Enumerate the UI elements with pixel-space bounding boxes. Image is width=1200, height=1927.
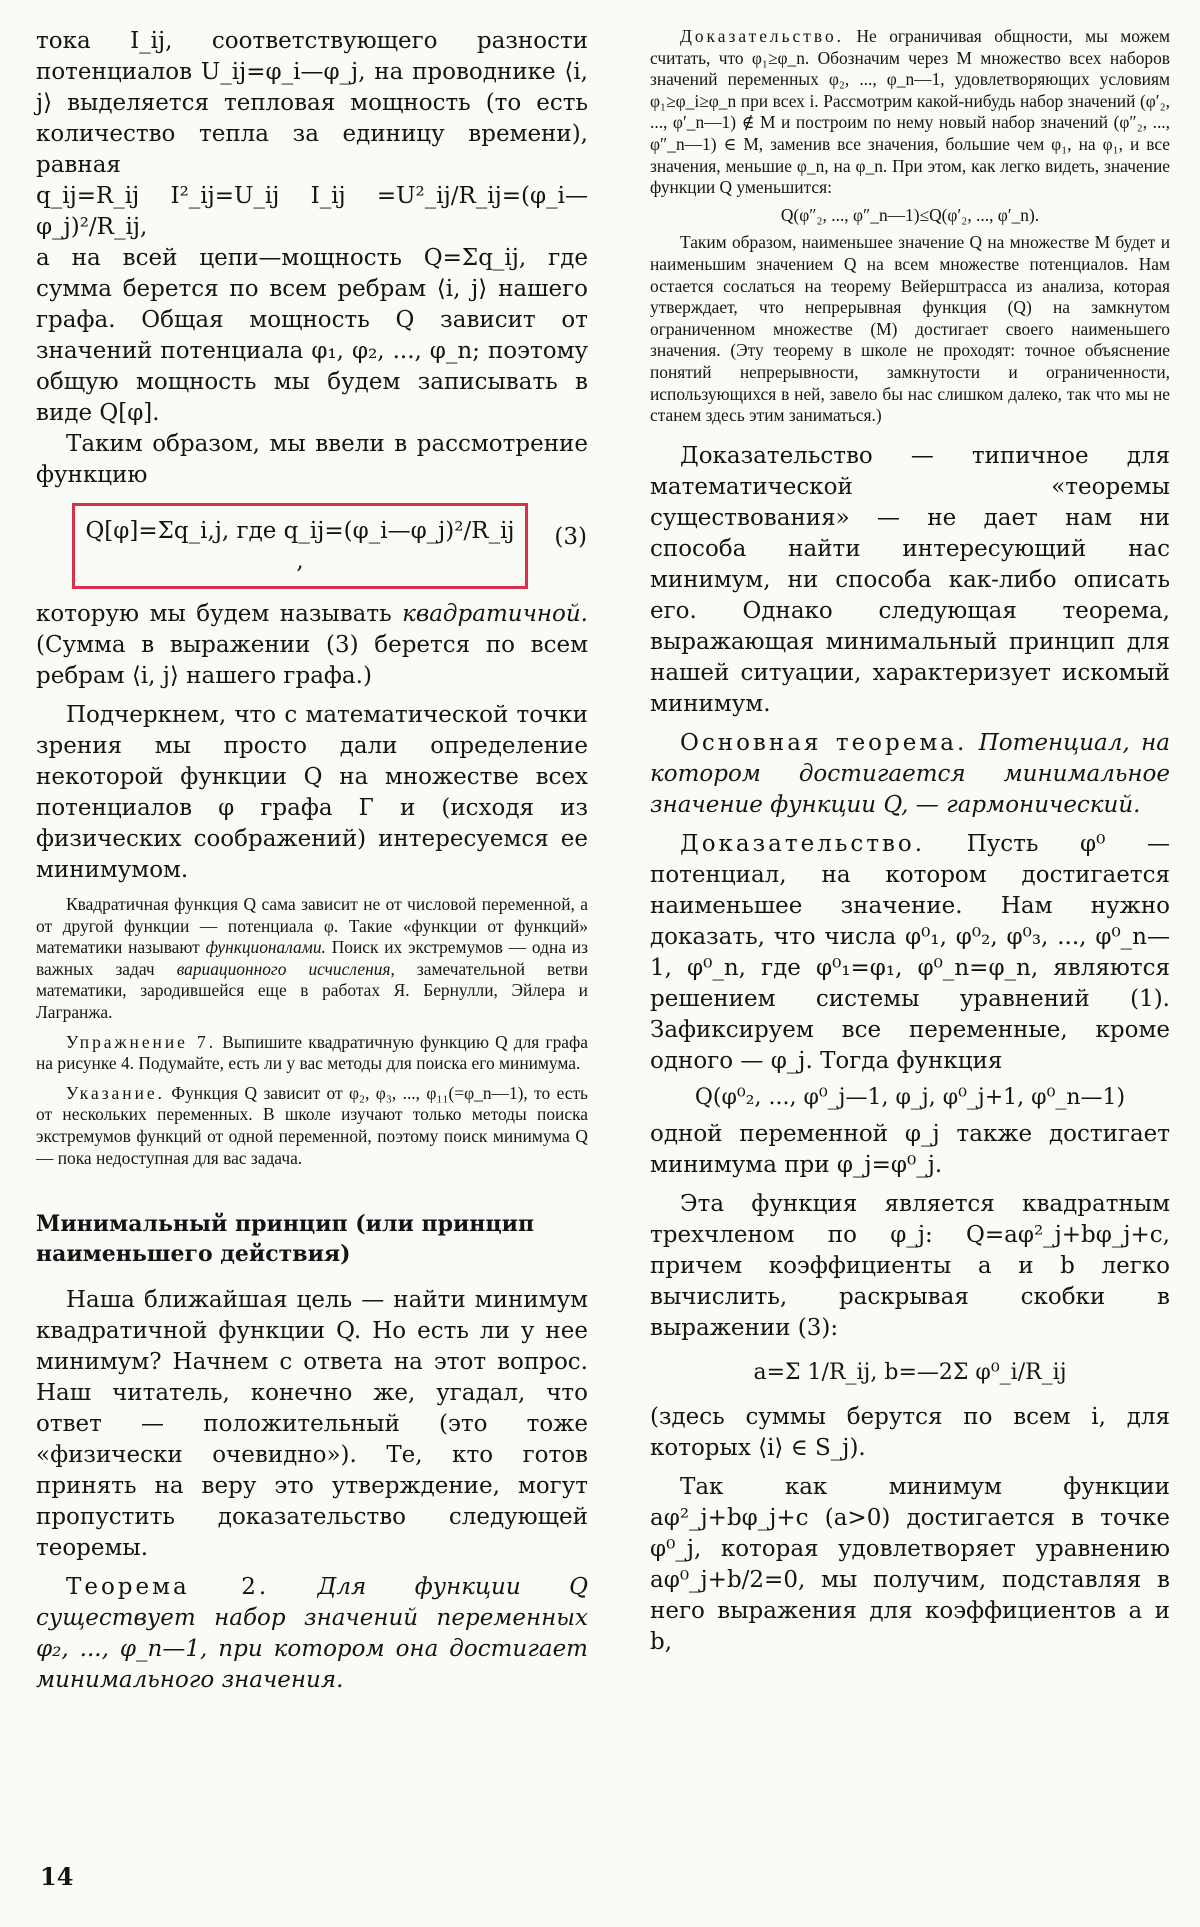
text: Функция Q зависит от φ₂, φ₃, ..., φ₁₁(=φ_n—1), то есть от нескольких переменных. В школе изучают только методы поиска экстремумов функций от одной переменной, поэтому поиск минимума Q — пока недоступная для вас задача. xyxy=(36,1082,588,1168)
proof-continuation: Таким образом, наименьшее значение Q на множестве M будет и наименьшим значением Q на всем множестве потенциалов. Нам остается сослаться на теорему Вейерштрасса из анализа, которая утверждает, что непрерывная функция (Q) на замкнутом ограниченном множестве (M) достигает своего наименьшего значения. (Эту теорему в школе не проходят: точное объяснение понятий непрерывности, замкнутости и ограниченности, использующихся в ней, завело бы нас слишком далеко, так что мы не станем здесь этим заниматься.) xyxy=(650,232,1170,426)
left-column xyxy=(36,26,588,1696)
theorem-label: Основная теорема. xyxy=(680,729,968,756)
theorem-statement: Потенциал, на котором достигается минимальное значение функции Q, — гармонический. xyxy=(650,729,1170,818)
text: Выпишите квадратичную функцию Q для графа на рисунке 4. Подумайте, есть ли у вас методы для поиска его минимума. xyxy=(36,1031,588,1074)
term-variational-calculus: вариационного исчисления, xyxy=(176,958,395,979)
term-quadratic: квадратичной. xyxy=(402,601,588,627)
text: Поиск их экстремумов — одна из важных задач xyxy=(36,937,588,979)
paragraph: Так как минимум функции aφ²_j+bφ_j+c (a>0) достигается в точке φ⁰_j, которая удовлетворяет уравнению aφ⁰_j+b/2=0, мы получим, подставляя в него выражения для коэффициентов a и b, xyxy=(650,1473,1170,1655)
equation-number: (3) xyxy=(554,524,587,550)
proof-theorem-2 xyxy=(650,26,1170,199)
paragraph: тока I_ij, соответствующего разности потенциалов U_ij=φ_i—φ_j, на проводнике ⟨i, j⟩ выделяется тепловая мощность (то есть количество тепла за единицу времени), равная xyxy=(36,28,588,178)
right-column xyxy=(650,26,1170,1658)
exercise-7 xyxy=(36,1032,588,1075)
paragraph: Наша ближайшая цель — найти минимум квадратичной функции Q. Но есть ли у нее минимум? Начнем с ответа на этот вопрос. Наш читатель, конечно же, угадал, что ответ — положительный (это тоже «физически очевидно»). Те, кто готов принять на веру это утверждение, могут пропустить доказательство следующей теоремы. xyxy=(36,1287,588,1562)
theorem-label: Теорема 2. xyxy=(66,1574,270,1601)
hint-label: Указание. xyxy=(66,1082,165,1103)
function-formula: Q(φ⁰₂, ..., φ⁰_j—1, φ_j, φ⁰_j+1, φ⁰_n—1) xyxy=(694,1084,1126,1110)
term-functionals: функционалами. xyxy=(205,937,326,958)
text: (Сумма в выражении (3) берется по всем ребрам ⟨i, j⟩ нашего графа.) xyxy=(36,632,588,689)
text: замечательной ветви математики, зародившейся еще в работах Я. Бернулли, Эйлера и Лагранжа. xyxy=(36,958,588,1022)
paragraph: одной переменной φ_j также достигает минимума при φ_j=φ⁰_j. xyxy=(650,1120,1170,1178)
paragraph: (здесь суммы берутся по всем i, для которых ⟨i⟩ ∈ S_j). xyxy=(650,1403,1170,1461)
quadratic-function-formula: Q[φ]=Σq_i,j, где q_ij=(φ_i—φ_j)²/R_ij , xyxy=(85,518,515,574)
theorem-statement: Для функции Q существует набор значений переменных φ₂, ..., φ_n—1, при котором она достигает минимального значения. xyxy=(36,1574,589,1694)
text: Не ограничивая общности, мы можем считать, что φ₁≥φ_n. Обозначим через M множество всех наборов значений переменных φ₂, ..., φ_n—1, удовлетворяющих условиям φ₁≥φ_i≥φ_n при всех i. Рассмотрим какой-нибудь набор значений (φ′₂, ..., φ′_n—1) ∉ M и построим по нему новый набор значений (φ″₂, ..., φ″_n—1) ∈ M, заменив все значения, большие чем φ₁, на φ₁, и все значения, меньшие φ_n, на φ_n. При этом, как легко видеть, значение функции Q уменьшится: xyxy=(650,26,1170,198)
text: которую мы будем называть xyxy=(36,601,403,627)
paragraph: а на всей цепи—мощность Q=Σq_ij, где сумма берется по всем ребрам ⟨i, j⟩ нашего графа. Общая мощность Q зависит от значений потенциала φ₁, φ₂, ..., φ_n; поэтому общую мощность мы будем записывать в виде Q[φ]. xyxy=(36,245,588,426)
paragraph: Таким образом, мы ввели в рассмотрение функцию xyxy=(36,431,588,488)
page-number: 14 xyxy=(40,1862,74,1891)
text: Квадратичная функция Q сама зависит не от числовой переменной, а от другой функции — потенциала φ. Такие «функции от функций» математики называют xyxy=(36,894,588,958)
coefficients-formula: a=Σ 1/R_ij, b=—2Σ φ⁰_i/R_ij xyxy=(753,1359,1067,1385)
hint xyxy=(36,1083,588,1169)
equation-power: q_ij=R_ij I²_ij=U_ij I_ij =U²_ij/R_ij=(φ_i—φ_j)²/R_ij, xyxy=(36,183,588,240)
note-functionals xyxy=(36,894,588,1024)
exercise-label: Упражнение 7. xyxy=(66,1031,217,1052)
section-heading: Минимальный принцип (или принцип наименьшего действия) xyxy=(36,1211,535,1268)
proof-label: Доказательство. xyxy=(680,830,926,857)
inequality-formula: Q(φ″₂, ..., φ″_n—1)≤Q(φ′₂, ..., φ′_n). xyxy=(780,204,1040,225)
boxed-formula xyxy=(72,503,587,589)
theorem-2 xyxy=(36,1572,588,1696)
paragraph: Эта функция является квадратным трехчленом по φ_j: Q=aφ²_j+bφ_j+c, причем коэффициенты a и b легко вычислить, раскрывая скобки в выражении (3): xyxy=(650,1190,1170,1341)
text: Пусть φ⁰ — потенциал, на котором достигается наименьшее значение. Нам нужно доказать, что числа φ⁰₁, φ⁰₂, φ⁰₃, ..., φ⁰_n—1, φ⁰_n, где φ⁰₁=φ₁, φ⁰_n=φ_n, являются решением системы уравнений (1). Зафиксируем все переменные, кроме одного — φ_j. Тогда функция xyxy=(650,830,1170,1074)
main-theorem xyxy=(650,728,1170,821)
proof-main-theorem xyxy=(650,829,1170,1077)
proof-label: Доказательство. xyxy=(680,26,844,46)
paragraph: Доказательство — типичное для математической «теоремы существования» — не дает нам ни способа найти интересующий нас минимум, ни способа как-либо описать его. Однако следующая теорема, выражающая минимальный принцип для нашей ситуации, характеризует искомый минимум. xyxy=(650,442,1170,717)
paragraph: Подчеркнем, что с математической точки зрения мы просто дали определение некоторой функции Q на множестве всех потенциалов φ графа Г и (исходя из физических соображений) интересуемся ее минимумом. xyxy=(36,702,588,883)
paragraph xyxy=(36,599,588,692)
